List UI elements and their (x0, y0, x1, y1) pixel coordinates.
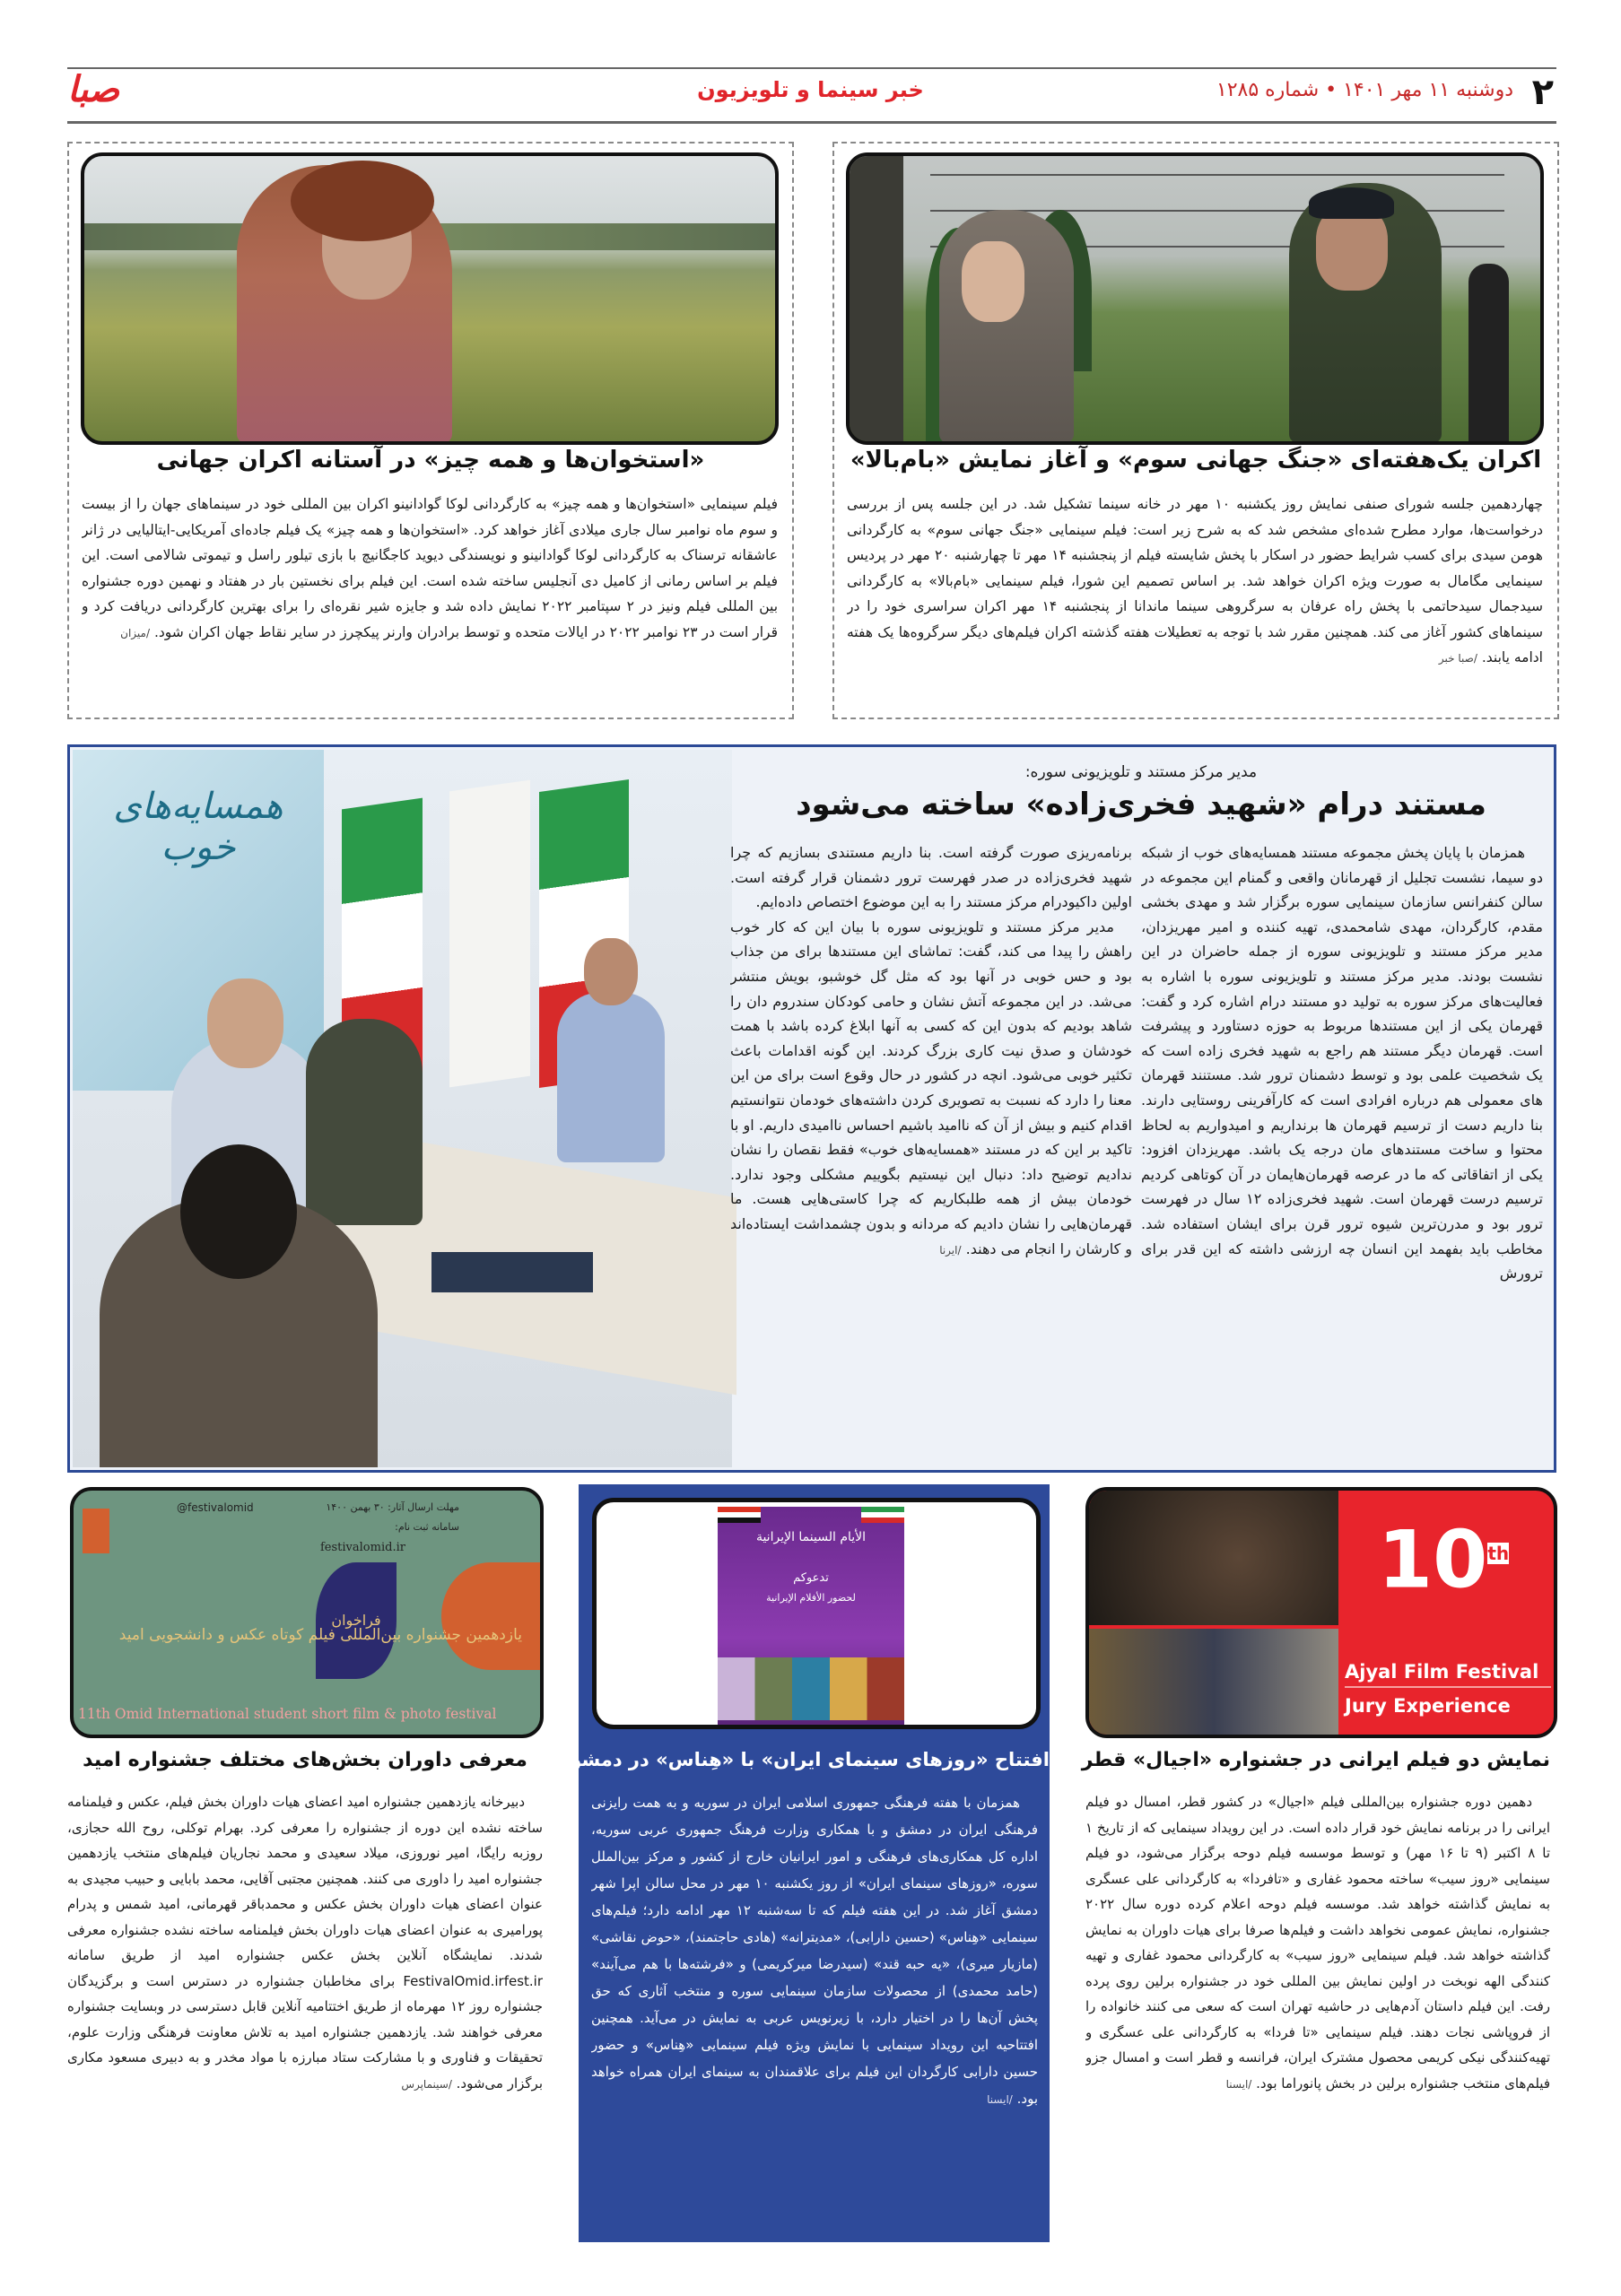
film-posters-strip (718, 1657, 904, 1720)
article-doc-col2: برنامه‌ریزی صورت گرفته است. بنا داریم مستندی بسازیم که چرا شهید فخری‌زاده در صدر فهرست ترور دشمنان قرار گرفته است. اولین داکیودرام مرکز مستند را به این موضوع اختصاص داده‌ایم. مدیر مرکز مستند و تلویزیونی سوره با بیان این که کار خوب راهش را پیدا می کند، گفت: تماشای این مستندها برای من جذاب بود و حس خوبی در آنها بود که مثل گل خوشبو، بویش منتشر می‌شد. در این مجموعه آتش نشان و حامی کودکان سندروم دان را شاهد بودیم که بدون این که کسی به آنها ابلاغ کرده باشد با همت خودشان و صدق نیت کاری بزرگ کردند. این گونه اقدامات باعث تکثیر خوبی می‌شود. انچه در کشور در حال وقوع است برای من این معنا را دارد که نسبت به تصویری کردن داشته‌های خودمان نتوانستیم اقدام کنیم و بیش از آن که ناامید باشیم احساس ناامیدی داریم. او با تاکید بر این که در مستند «همسایه‌های خوب» فقط نقصان را نشان ندادیم توضیح داد: دنبال این نیستیم بگوییم مشکلی وجود ندارد. خودمان بیش از همه طلبکاریم که چرا کاستی‌هایی هست. ما قهرمان‌هایی را نشان دادیم که مردانه و بدون چشمداشت ایستاده‌اند و کارشان را انجام می دهند. /ایرنا (730, 844, 1132, 1257)
newspaper-logo[interactable]: صبا (67, 69, 120, 110)
section-title: خبر سینما و تلویزیون (697, 77, 924, 102)
ajyal-10th-logo: 10th (1377, 1513, 1510, 1606)
article-bones-box (67, 142, 794, 719)
omid-site: festivalomid.ir (320, 1541, 405, 1554)
article-war-source: /صبا خبر (1438, 652, 1477, 665)
omid-call: فراخوان (331, 1612, 381, 1629)
orange-petal (441, 1562, 540, 1670)
article-bones-body: فیلم سینمایی «استخوان‌ها و همه چیز» به کارگردانی لوکا گوادانینو اکران بین المللی خود در سینماهای جهان را از بیست و سوم ماه نوامبر سال جاری میلادی آغاز خواهد کرد. «استخوان‌ها و همه چیز» یک فیلم جاده‌ای آمریکایی-ایتالیایی در ژانر عاشقانه ترسناک به کارگردانی لوکا گوادانینو و نویسندگی دیوید کاجگانیچ با بازی تیلور راسل و تیموتی شالامی است. این فیلم بر اساس رمانی از کامیل دی آنجلیس ساخته شده است. این فیلم برای نخستین بار در هفتاد و نهمین دوره جشنواره بین المللی فیلم ونیز در ۲ سپتامبر ۲۰۲۲ نمایش داده شد و جایزه شیر نقره‌ای را برای بهترین کارگردانی دریافت کرد و قرار است در ۲۳ نوامبر ۲۰۲۲ در ایالات متحده و توسط برادران وارنر پیکچرز در سایر نقاط جهان اکران شود. /میزان (82, 496, 778, 640)
poster-banner (73, 750, 324, 1091)
article-damascus-source: /ایسنا (987, 2093, 1013, 2106)
article-bones-source: /میزان (120, 626, 150, 639)
ajyal-line2: Jury Experience (1345, 1695, 1511, 1717)
article-doc-kicker: مدیر مرکز مستند و تلویزیونی سوره: (1024, 763, 1258, 781)
article-bones-photo (81, 152, 779, 445)
article-ajyal-source: /ایسنا (1225, 2077, 1252, 2091)
article-omid-source: /سینماپرس (401, 2077, 452, 2091)
article-damascus-title: افتتاح «روزهای سینمای ایران» با «هِناس» در دمشق (564, 1749, 1050, 1770)
damascus-poster-frame (592, 1498, 1041, 1729)
header-top-rule (67, 67, 1556, 69)
article-doc-source: /ایرنا (939, 1243, 962, 1257)
man-middle (306, 1019, 423, 1225)
poster-sub: لحضور الأفلام الإيرانية (766, 1592, 856, 1604)
girls-scene-photo (1089, 1629, 1338, 1735)
header-bottom-rule (67, 121, 1556, 124)
poster-invite: تدعوكم (793, 1571, 829, 1585)
damascus-poster (718, 1507, 904, 1726)
article-omid-title: معرفی داوران بخش‌های مختلف جشنواره امید (83, 1749, 527, 1771)
article-omid-body: دبیرخانه یازدهمین جشنواره امید اعضای هیات داوران بخش فیلم، عکس و فیلمنامه ساخته نشده این دوره از جشنواره را معرفی کرد. بهرام توکلی، روح الله حجازی، روزبه رایگا، امیر نوروزی، میلاد سعیدی و محمد نجاریان فیلم‌های منتخب یازدهمین جشنواره امید را داوری می کنند. همچنین مجتبی آقایی، محمد بابایی و حبیب مجیدی به عنوان اعضای هیات داوران بخش عکس و محمدباقر قهرمانی، امید شمس و پدرام پورامیری به عنوان اعضای هیات داوران بخش فیلمنامه ساخته نشده جشنواره معرفی شدند. نمایشگاه آنلاین بخش عکس جشنواره امید از طریق سامانه FestivalOmid.irfest.ir برای مخاطبان جشنواره در دسترس است و برگزیدگان جشنواره روز ۱۲ مهرماه از طریق اختتامیه آنلاین قابل دسترسی در وبسایت جشنواره معرفی خواهند شد. یازدهمین جشنواره امید به تلاش معاونت فرهنگی وزارت علوم، تحقیقات و فناوری و با مشارکت ستاد مبارزه با مواد مخدر و به دبیری مسعود مکاری برگزار می‌شود. /سینماپرس (67, 1794, 543, 2092)
issue-date: دوشنبه ۱۱ مهر ۱۴۰۱ • شماره ۱۲۸۵ (1216, 79, 1513, 101)
article-war-box (832, 142, 1559, 719)
article-ajyal-body: دهمین دوره جشنواره بین‌المللی فیلم «اجیال» در کشور قطر، امسال دو فیلم ایرانی را در برنامه نمایش خود قرار داده است. در این رویداد سینمایی که از تاریخ ۱ تا ۸ اکتبر (۹ تا ۱۶ مهر) و توسط موسسه فیلم دوحه برگزار می‌شود، دو فیلم سینمایی «روز سیب» ساخته محمود غفاری و «تافردا» به کارگردانی علی عسگری به نمایش گذاشته خواهد شد. موسسه فیلم دوحه اعلام کرده دوره سال ۲۰۲۲ جشنواره، نمایش عمومی نخواهد داشت و فیلم‌ها صرفا برای هیات داوران به نمایش گذاشته خواهد شد. فیلم سینمایی «روز سیب» به کارگردانی محمود غفاری و تهیه کنندگی الهه نوبخت در اولین نمایش بین المللی خود در جشنواره برلین روی پرده رفت. این فیلم داستان آدم‌هایی در حاشیه تهران است که سعی می کنند خانواده را از فروپاشی نجات دهند. فیلم سینمایی «تا فردا» به کارگردانی علی عسگری و تهیه‌کنندگی نیکی کریمی محصول مشترک ایران، فرانسه و قطر است و امسال جزو فیلم‌های منتخب جشنواره برلین در بخش پانوراما بود. /ایسنا (1085, 1794, 1550, 2092)
article-doc-col1: همزمان با پایان پخش مجموعه مستند همسایه‌های خوب از شبکه دو سیما، نشست تجلیل از قهرمانان واقعی و گمنام این مجموعه در سالن کنفرانس سازمان سینمایی سوره برگزار شد و مهدی بخشی مقدم، کارگردان، مهدی شامحمدی، تهیه کننده و امیر مهریزدان، مدیر مرکز مستند و تلویزیونی سوره از جمله حاضران در این نشست بودند. مدیر مرکز مستند و تلویزیونی سوره با اشاره به فعالیت‌های مرکز سوره به تولید دو مستند درام اشاره کرد و گفت: قهرمان یکی از این مستندها مربوط به حوزه دستاورد و پیشرفت است. قهرمان دیگر مستند هم راجع به شهید فخری زاده است که یک شخصیت علمی بود و توسط دشمنان ترور شد. مستنند قهرمان های معمولی هم درباره افرادی است که کارآفرینی روستایی دارند. بنا داریم دست از ترسیم قهرمان ها برنداریم و امیدواریم به لحاظ محتوا و ساخت مستندهای مان درجه یک باشد. مهریزدان افزود: یکی از اتفاقاتی که ما در عرصه قهرمان‌هایمان در آن کوتاهی کردیم ترسیم درست قهرمان است. شهید فخری‌زاده ۱۲ سال در فهرست ترور بود و مدرن‌ترین شیوه ترور قرن برای ایشان استفاده شد. مخاطب باید بفهمد این انسان چه ارزشی داشته که این قدر برای ترورش (1141, 844, 1543, 1283)
omid-register: سامانه ثبت نام: (395, 1521, 459, 1533)
article-damascus-body: همزمان با هفته فرهنگی جمهوری اسلامی ایران در سوریه و به همت رایزنی فرهنگی ایران در دمشق و با همکاری وزارت فرهنگ جمهوری عربی سوریه، اداره کل همکاری‌های فرهنگی و امور ایرانیان خارج از کشور و مرکز بین‌الملل سوره، «روزهای سینمای ایران» از روز یکشنبه ۱۰ مهر در محل سالن اپرا شهر دمشق آغاز شد. در این هفته فیلم که تا سه‌شنبه ۱۲ مهر ادامه دارد؛ فیلم‌های سینمایی «هِناس» (حسین دارابی)، «مدیترانه» (هادی حاجتمند)، «حوض نقاشی» (مازیار میری)، «یه حبه قند» (سیدرضا میرکریمی) و «فرشته‌ها با هم می‌آیند» (حامد محمدی) از محصولات سازمان سینمایی سوره و منتخب آثاری که حق پخش آن‌ها را در اختیار دارد، با زیرنویس عربی به نمایش در می‌آید. همچنین افتتاحیه این رویداد سینمایی با نمایش ویژه فیلم سینمایی «هِناس» و حضور حسین دارابی کارگردان این فیلم برای علاقمندان به سینمای ایران همراه خواهد بود. /ایسنا (591, 1795, 1038, 2107)
ajyal-poster (1085, 1487, 1557, 1738)
omid-en-name: 11th Omid International student short film & photo festival (78, 1706, 497, 1722)
omid-instagram: @festivalomid (177, 1501, 254, 1514)
poster-title: همسایه‌های خوب (113, 786, 283, 868)
ajyal-line1: Ajyal Film Festival (1345, 1661, 1551, 1688)
omid-fa-name: یازدهمین جشنواره بین‌المللی فیلم کوتاه عکس و دانشجویی امید (118, 1626, 522, 1644)
folder (431, 1252, 593, 1292)
man-right (557, 992, 665, 1162)
omid-deadline: مهلت ارسال آثار: ۳۰ بهمن ۱۴۰۰ (326, 1501, 459, 1513)
syria-flag (718, 1507, 761, 1523)
article-war-body: چهاردهمین جلسه شورای صنفی نمایش روز یکشنبه ۱۰ مهر در خانه سینما تشکیل شد. در این جلسه پس از بررسی درخواست‌ها، موارد مطرح شده‌ای مشخص شد که به شرح زیر است: فیلم سینمایی «جنگ جهانی سوم» به کارگردانی هومن سیدی برای کسب شرایط حضور در اسکار با پخش شایسته فیلم از پنجشنبه ۱۴ مهر تا چهارشنبه ۲۰ مهر در پردیس سینمایی مگامال به صورت ویژه اکران خواهد شد. بر اساس تصمیم این شورا، فیلم سینمایی «بام‌بالا» به کارگردانی سیدجمال سیدحاتمی با پخش راه عرفان به سرگروهی سینما ماندانا از پنجشنبه ۱۴ مهر اکران سراسری خود را در سینماهای کشور آغاز می کند. همچنین مقرر شد با توجه به تعطیلات هفته گذشته اکران فیلم‌های دیگر سرگروه‌ها یک هفته ادامه یابند. /صبا خبر (847, 496, 1543, 665)
article-war-title: اکران یک‌هفته‌ای «جنگ جهانی سوم» و آغاز نمایش «بام‌بالا» (850, 447, 1542, 474)
page-number: ۲ (1531, 72, 1554, 113)
article-doc-photo (73, 750, 732, 1467)
article-ajyal-title: نمایش دو فیلم ایرانی در جشنواره «اجیال» قطر (1081, 1749, 1550, 1771)
poster-arabic-title: الأيام السينما الإيرانية (755, 1530, 867, 1544)
article-bones-title: «استخوان‌ها و همه چیز» در آستانه اکران جهانی (156, 447, 705, 474)
car-scene-photo (1089, 1491, 1338, 1625)
article-war-photo (846, 152, 1544, 445)
article-damascus-box (564, 1484, 1050, 2242)
article-doc-box (67, 744, 1556, 1473)
article-doc-title: مستند درام «شهید فخری‌زاده» ساخته می‌شود (796, 787, 1486, 822)
omid-poster (70, 1487, 544, 1738)
iran-flag (861, 1507, 904, 1523)
